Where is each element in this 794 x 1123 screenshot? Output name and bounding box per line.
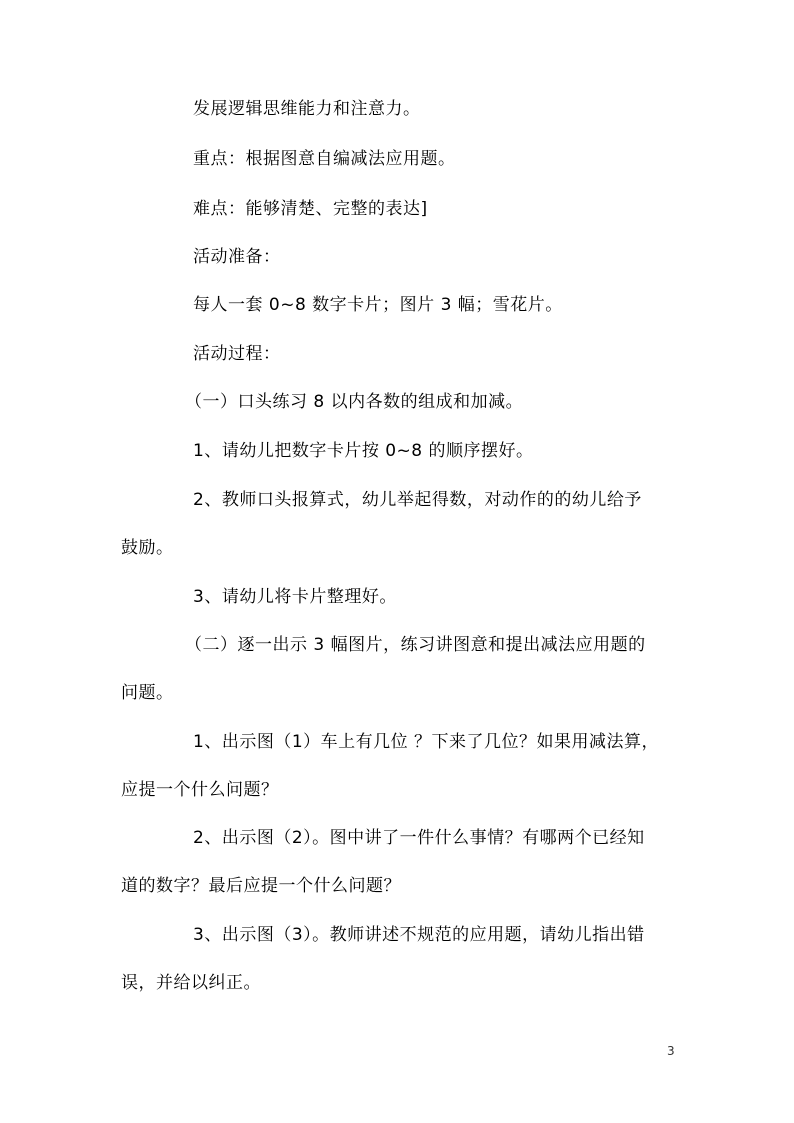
- text-line: 鼓励。: [121, 538, 174, 558]
- text-line: 1、出示图（1）车上有几位 ？下来了几位？如果用减法算，: [193, 732, 660, 752]
- text-line: 2、出示图（2）。图中讲了一件什么事情？有哪两个已经知: [193, 828, 645, 848]
- text-line: 问题。: [121, 683, 174, 703]
- text-line: 3、出示图（3）。教师讲述不规范的应用题，请幼儿指出错: [193, 925, 645, 945]
- text-line: 每人一套 0~8 数字卡片；图片 3 幅；雪花片。: [193, 295, 563, 315]
- text-line: （二）逐一出示 3 幅图片，练习讲图意和提出减法应用题的: [185, 635, 646, 655]
- page-number: 3: [667, 1044, 675, 1058]
- text-line: 1、请幼儿把数字卡片按 0~8 的顺序摆好。: [193, 441, 534, 461]
- text-line: 难点：能够清楚、完整的表达]: [193, 199, 428, 219]
- text-line: 道的数字？最后应提一个什么问题？: [121, 876, 401, 896]
- text-line: 2、教师口头报算式，幼儿举起得数，对动作的的幼儿给予: [193, 490, 642, 510]
- text-line: 应提一个什么问题？: [121, 780, 279, 800]
- text-line: 发展逻辑思维能力和注意力。: [193, 99, 421, 119]
- text-line: 活动过程：: [193, 344, 281, 364]
- text-line: （一）口头练习 8 以内各数的组成和加减。: [185, 392, 524, 412]
- text-line: 3、请幼儿将卡片整理好。: [193, 587, 397, 607]
- text-line: 活动准备：: [193, 247, 281, 267]
- text-line: 误，并给以纠正。: [121, 973, 261, 993]
- text-line: 重点：根据图意自编减法应用题。: [193, 149, 456, 169]
